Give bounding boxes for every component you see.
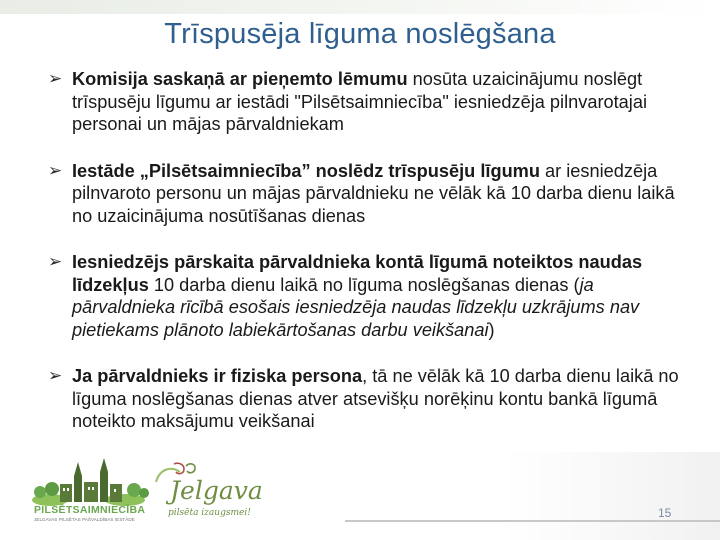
bullet-item	[48, 365, 688, 433]
jelgava-tagline: pilsēta izaugsmei!	[168, 508, 251, 518]
bullet-text: , tā ne vēlāk kā 10 darba dienu laikā no līguma noslēgšanas dienas atver atsevišķu norēķinu kontu bankā līgumā noteikto maksājumu veikšanai	[72, 366, 679, 431]
pilsetsaimnieciba-logo-subtitle: JELGAVAS PILSĒTAS PAŠVALDĪBAS IESTĀDE	[34, 517, 135, 522]
jelgava-wordmark: Jelgava	[170, 476, 263, 505]
arrow-bullet-icon: ➢	[48, 366, 63, 386]
bullet-bold-text: Ja pārvaldnieks ir fiziska persona	[72, 366, 363, 386]
bullet-item	[48, 251, 688, 341]
bullet-italic-text: ja pārvaldnieka rīcībā esošais iesniedzēja naudas līdzekļu uzkrājums nav pietiekams plānoto labiekārtošanas darbu veikšanai	[72, 274, 640, 340]
footer-divider	[345, 520, 720, 522]
slide-title: Trīspusēja līguma noslēgšana	[164, 18, 556, 50]
arrow-bullet-icon: ➢	[48, 160, 63, 181]
jelgava-logo	[150, 460, 275, 530]
bullet-text-end: )	[488, 319, 495, 340]
bullet-item	[48, 68, 688, 136]
bullet-list	[48, 68, 688, 457]
bullet-bold-text: Komisija saskaņā ar pieņemto lēmumu	[72, 69, 408, 89]
top-stripe	[0, 0, 720, 14]
bullet-text: 10 darba dienu laikā no līguma noslēgšanas dienas (	[148, 274, 580, 295]
arrow-bullet-icon: ➢	[48, 69, 63, 89]
pilsetsaimnieciba-logo	[30, 458, 150, 526]
bullet-item	[48, 160, 688, 228]
city-skyline-icon	[30, 458, 150, 506]
pilsetsaimnieciba-logo-text: PILSĒTSAIMNIECĪBA	[34, 504, 146, 516]
arrow-bullet-icon: ➢	[48, 252, 63, 272]
bullet-bold-text: Iestāde „Pilsētsaimniecība” noslēdz trīspusēju līgumu	[72, 160, 540, 181]
page-number: 15	[658, 506, 672, 520]
bullet-bold-text: Iesniedzējs pārskaita pārvaldnieka kontā līgumā noteiktos naudas līdzekļus	[72, 252, 643, 295]
bullet-text: nosūta uzaicinājumu noslēgt trīspusēju līgumu ar iestādi "Pilsētsaimniecība" iesniedzēja pilnvarotajai personai un mājas pārvaldniekam	[72, 69, 647, 134]
bullet-text: ar iesniedzēja pilnvaroto personu un mājas pārvaldnieku ne vēlāk kā 10 darba dienu laikā no uzaicinājuma nosūtīšanas dienas	[72, 160, 675, 226]
